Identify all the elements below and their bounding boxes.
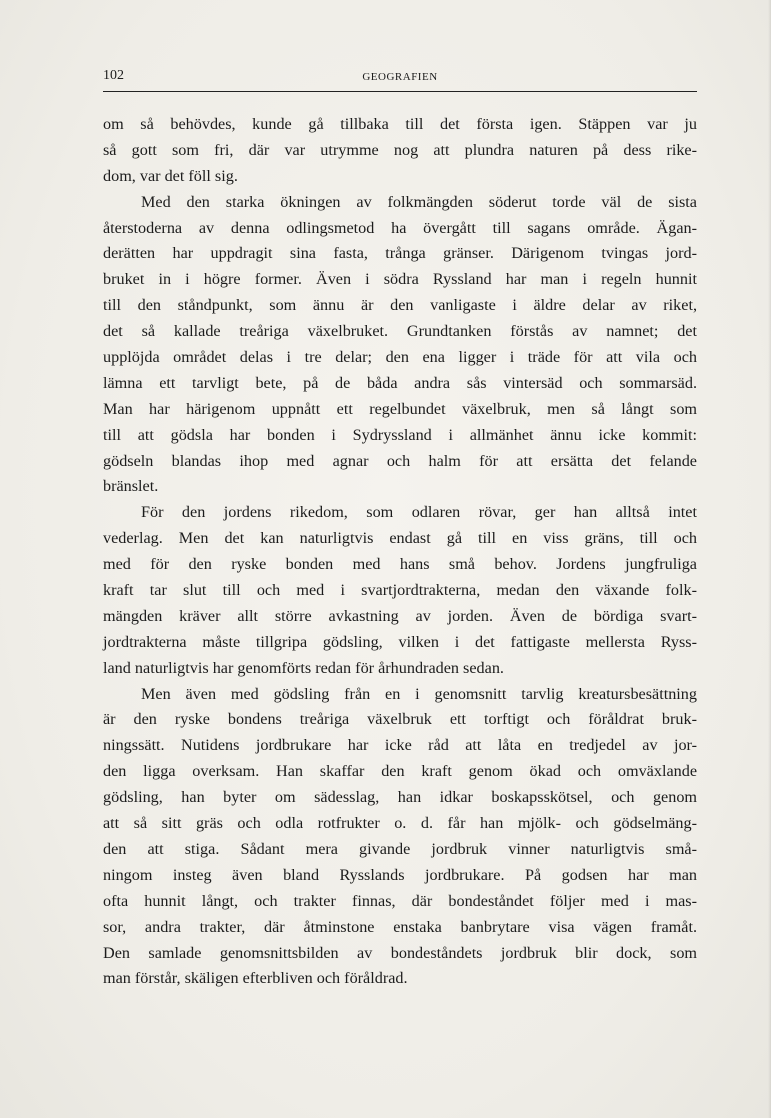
- text-line: den att stiga. Sådant mera givande jordbruk vinner naturligtvis små-: [103, 839, 697, 858]
- text-line: den ligga overksam. Han skaffar den kraft genom ökad och omväxlande: [103, 762, 697, 781]
- text-line: Men även med gödsling från en i genomsnitt tarvlig kreatursbesättning: [141, 684, 697, 703]
- text-line: så gott som fri, där var utrymme nog att plundra naturen på dess rike-: [103, 140, 697, 159]
- text-line: att så sitt gräs och odla rotfrukter o. d. får han mjölk- och gödselmäng-: [103, 814, 697, 833]
- text-line: land naturligtvis har genomförts redan för århundraden sedan.: [103, 658, 504, 677]
- text-line: gödsling, han byter om sädesslag, han idkar boskapsskötsel, och genom: [103, 788, 697, 807]
- text-line: Den samlade genomsnittsbilden av bondeståndets jordbruk blir dock, som: [103, 943, 697, 962]
- page-header: [103, 68, 697, 86]
- text-line: man förstår, skäligen efterbliven och föråldrad.: [103, 969, 408, 988]
- text-line: kraft tar slut till och med i svartjordtrakterna, medan den växande folk-: [103, 581, 697, 600]
- text-line: bruket in i högre former. Även i södra Ryssland har man i regeln hunnit: [103, 270, 697, 289]
- text-line: upplöjda området delas i tre delar; den ena ligger i träde för att vila och: [103, 348, 697, 367]
- header-rule: [103, 91, 697, 92]
- text-line: gödseln blandas ihop med agnar och halm för att ersätta det felande: [103, 451, 697, 470]
- text-line: ningssätt. Nutidens jordbrukare har icke råd att låta en tredjedel av jor-: [103, 736, 697, 755]
- text-line: jordtrakterna måste tillgripa gödsling, vilken i det fattigaste mellersta Ryss-: [103, 632, 697, 651]
- body-text: [103, 112, 697, 992]
- text-line: det så kallade treåriga växelbruket. Grundtanken förstås av namnet; det: [103, 322, 697, 341]
- text-line: ofta hunnit långt, och trakter finnas, där bondeståndet följer med i mas-: [103, 891, 697, 910]
- text-line: till att gödsla har bonden i Sydryssland i allmänhet ännu icke kommit:: [103, 425, 697, 444]
- text-line: För den jordens rikedom, som odlaren rövar, ger han alltså intet: [141, 503, 697, 522]
- text-line: Man har härigenom uppnått ett regelbundet växelbruk, men så långt som: [103, 399, 697, 418]
- text-line: Med den starka ökningen av folkmängden söderut torde väl de sista: [141, 192, 697, 211]
- text-line: sor, andra trakter, där åtminstone enstaka banbrytare visa vägen framåt.: [103, 917, 697, 936]
- text-line: vederlag. Men det kan naturligtvis endast gå till en viss gräns, till och: [103, 529, 697, 548]
- running-title: GEOGRAFIEN: [362, 71, 438, 83]
- text-line: ningom insteg även bland Rysslands jordbrukare. På godsen har man: [103, 865, 697, 884]
- text-line: är den ryske bondens treåriga växelbruk ett torftigt och föråldrat bruk-: [103, 710, 697, 729]
- text-line: lämna ett tarvligt bete, på de båda andra sås vintersäd och sommarsäd.: [103, 373, 697, 392]
- text-line: till den ståndpunkt, som ännu är den vanligaste i äldre delar av riket,: [103, 296, 697, 315]
- text-line: dom, var det föll sig.: [103, 166, 238, 185]
- text-line: återstoderna av denna odlingsmetod ha övergått till sagans område. Ägan-: [103, 218, 697, 237]
- text-line: om så behövdes, kunde gå tillbaka till det första igen. Stäppen var ju: [103, 115, 697, 133]
- text-line: mängden kräver allt större avkastning av jorden. Även de bördiga svart-: [103, 606, 697, 625]
- text-line: med för den ryske bonden med hans små behov. Jordens jungfruliga: [103, 555, 697, 574]
- text-line: derätten har uppdragit sina fasta, trånga gränser. Därigenom tvingas jord-: [103, 244, 697, 263]
- page-number: 102: [103, 68, 124, 83]
- text-line: bränslet.: [103, 477, 159, 496]
